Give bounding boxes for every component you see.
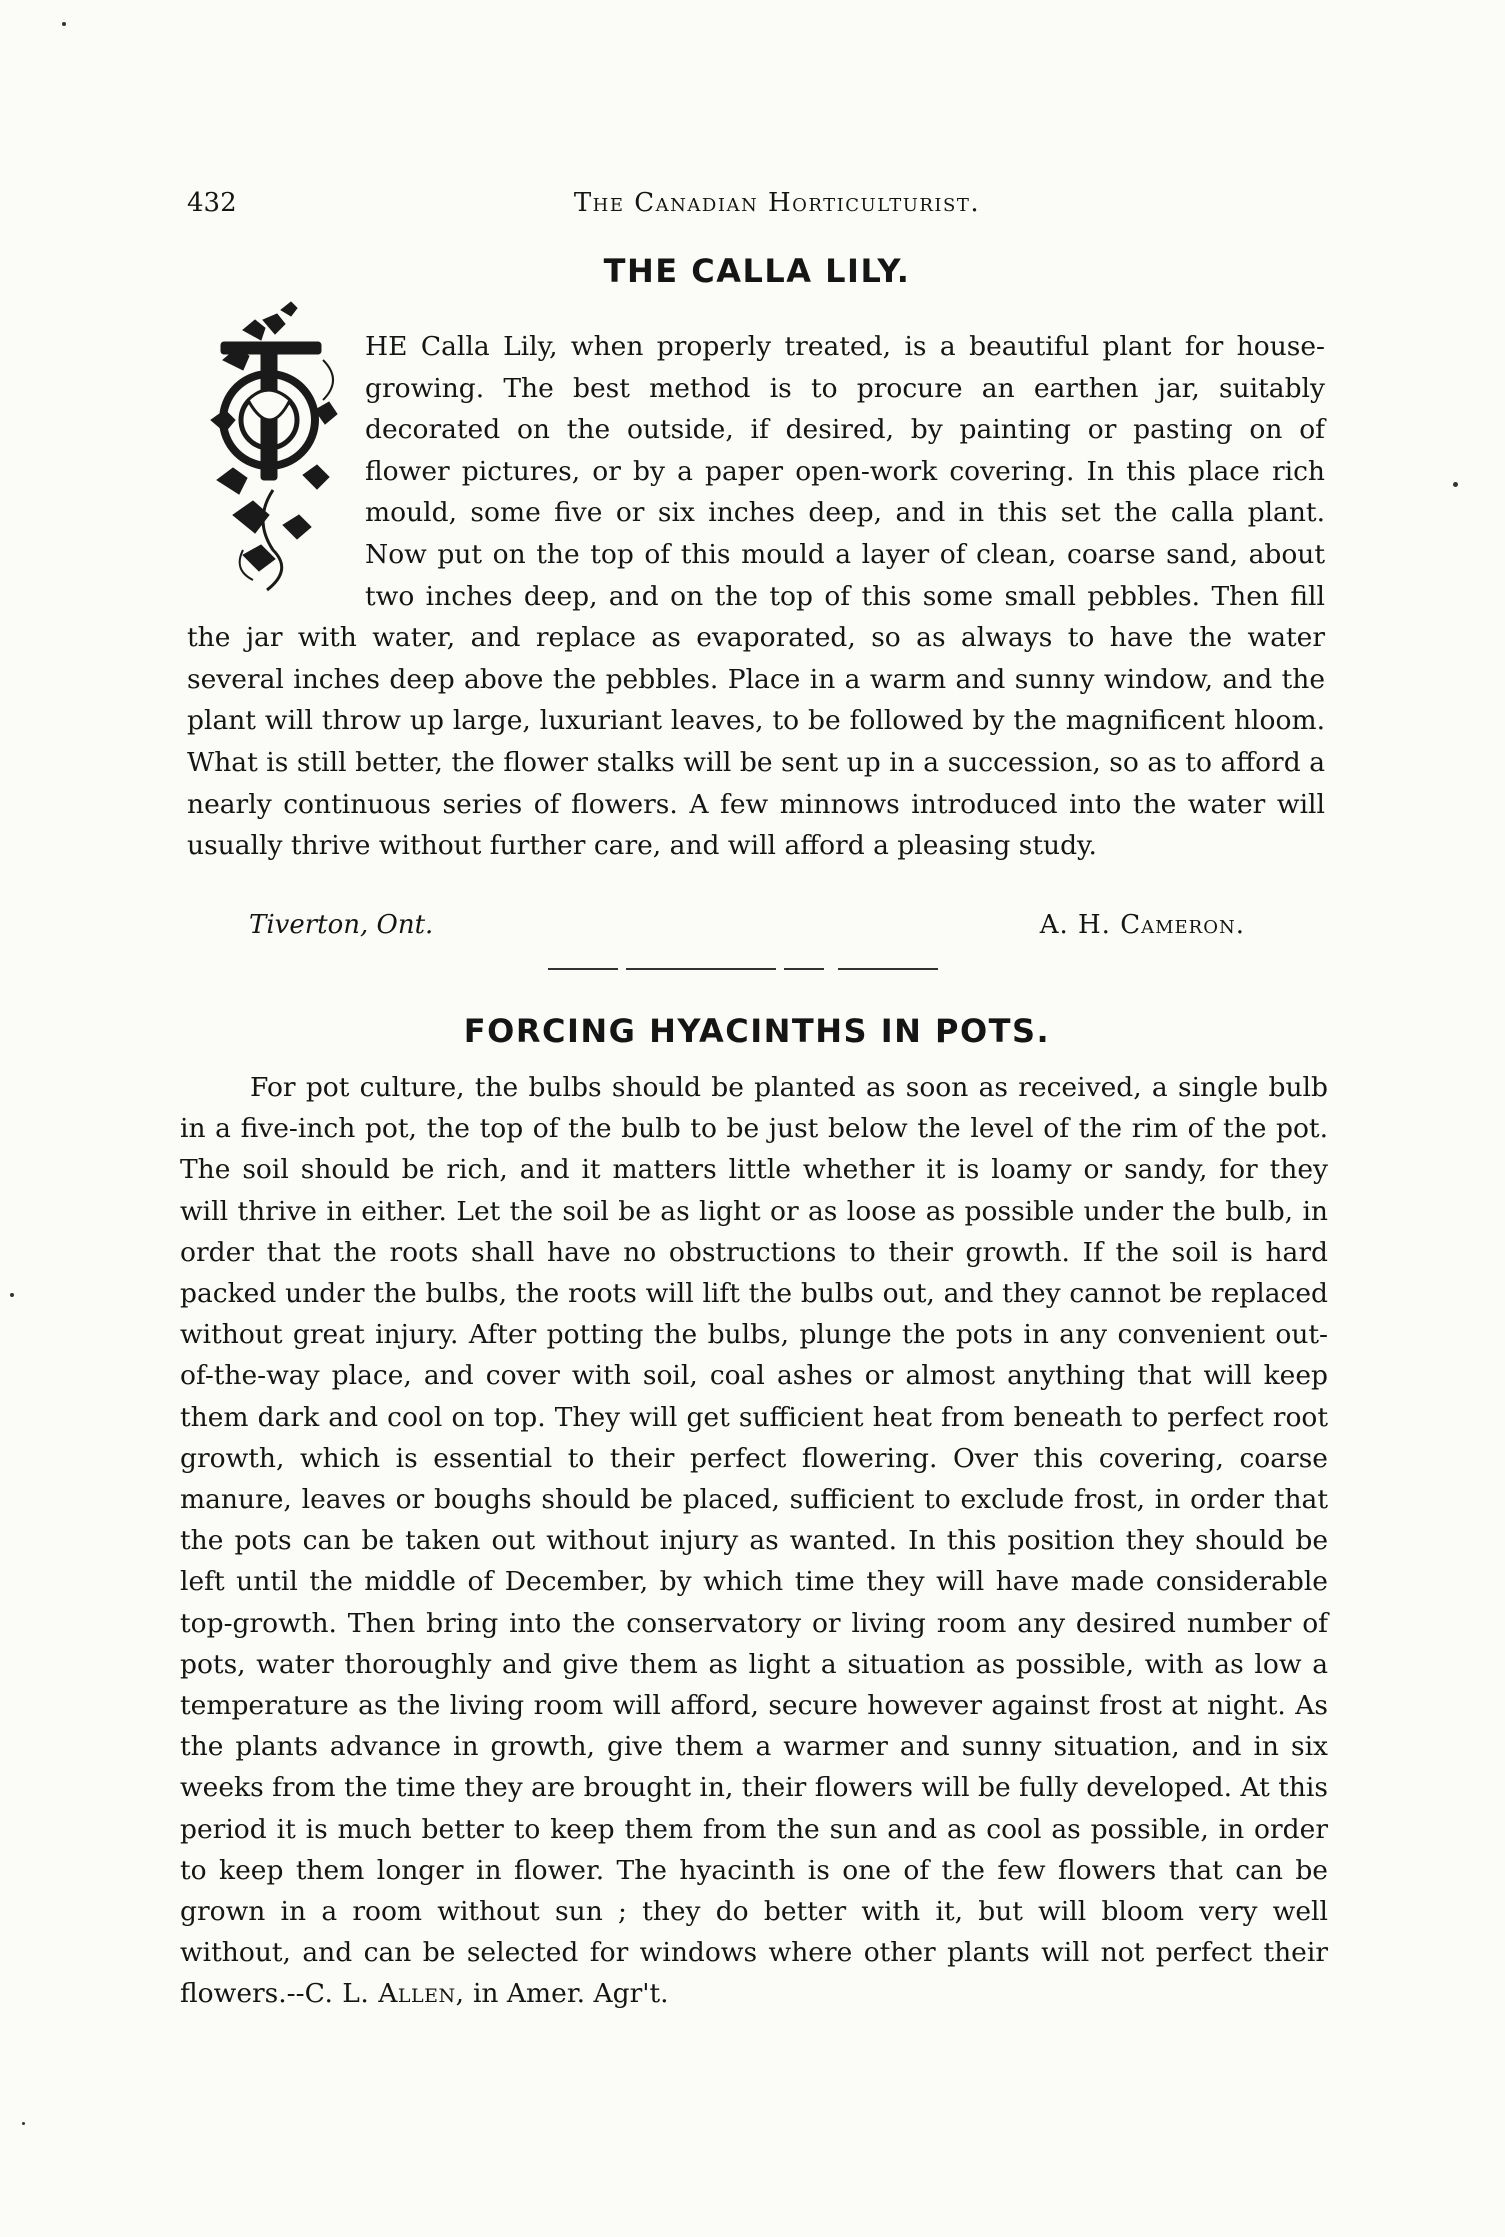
byline-name: C. L. Allen, [304,1978,465,2010]
signature-author: A. H. Cameron. [1039,910,1245,940]
hyacinth-text [180,1067,1328,2015]
drop-cap-spacer [187,326,365,616]
section-divider [548,968,938,971]
article-title-forcing-hyacinths: FORCING HYACINTHS IN POTS. [463,1012,1051,1050]
page-number: 432 [187,188,237,218]
print-speck [10,1293,14,1297]
calla-signature [187,910,1325,950]
hyacinth-paragraph-text: For pot culture, the bulbs should be planted as soon as received, a single bulb in a five-inch pot, the top of the bulb to be just below the level of the rim of the pot. The soil should be rich, and it matters little whether it is loamy or sandy, for they will thrive in either. Let the soil be as light or as loose as possible under the bulb, in order that the roots shall have no obstructions to their growth. If the soil is hard packed under the bulbs, the roots will lift the bulbs out, and they cannot be replaced without great injury. After potting the bulbs, plunge the pots in any convenient out-of-the-way place, and cover with soil, coal ashes or almost anything that will keep them dark and cool on top. They will get sufficient heat from beneath to perfect root growth, which is essential to their perfect flowering. Over this covering, coarse manure, leaves or boughs should be placed, sufficient to exclude frost, in order that the pots can be taken out without injury as wanted. In this position they should be left until the middle of December, by which time they will have made considerable top-growth. Then bring into the conservatory or living room any desired number of pots, water thoroughly and give them as light a situation as possible, with as low a temperature as the living room will afford, secure however against frost at night. As the plants advance in growth, give them a warmer and sunny situation, and in six weeks from the time they are brought in, their flowers will be fully developed. At this period it is much better to keep them from the sun and as cool as possible, in order to keep them longer in flower. The hyacinth is one of the few flowers that can be grown in a room without sun ; they do better with it, but will bloom very well without, and can be selected for windows where other plants will not perfect their flowers.-- [180,1072,1329,2010]
print-speck [1453,482,1458,487]
print-speck [22,2122,25,2125]
signature-place: Tiverton, Ont. [249,910,434,940]
calla-lily-text [187,326,1325,867]
byline-source: in Amer. Agr't. [464,1978,669,2010]
running-head: The Canadian Horticulturist. [573,188,981,218]
hyacinth-paragraph [180,1067,1328,2015]
print-speck [62,22,66,26]
calla-lily-paragraph: HE Calla Lily, when properly treated, is a beautiful plant for house-growing. The best method is to procure an earthen jar, suitably decorated on the outside, if desired, by painting or pasting on of flower pictures, or by a paper open-work covering. In this place rich mould, some five or six inches deep, and in this set the calla plant. Now put on the top of this mould a layer of clean, coarse sand, about two inches deep, and on the top of this some small pebbles. Then fill the jar with water, and replace as evaporated, so as always to have the water several inches deep above the pebbles. Place in a warm and sunny window, and the plant will throw up large, luxuriant leaves, to be followed by the magnificent hloom. What is still better, the flower stalks will be sent up in a succession, so as to afford a nearly continuous series of flowers. A few minnows introduced into the water will usually thrive without further care, and will afford a pleasing study. [187,331,1325,862]
page-header [187,188,1327,228]
article-title-calla-lily: THE CALLA LILY. [603,252,911,290]
